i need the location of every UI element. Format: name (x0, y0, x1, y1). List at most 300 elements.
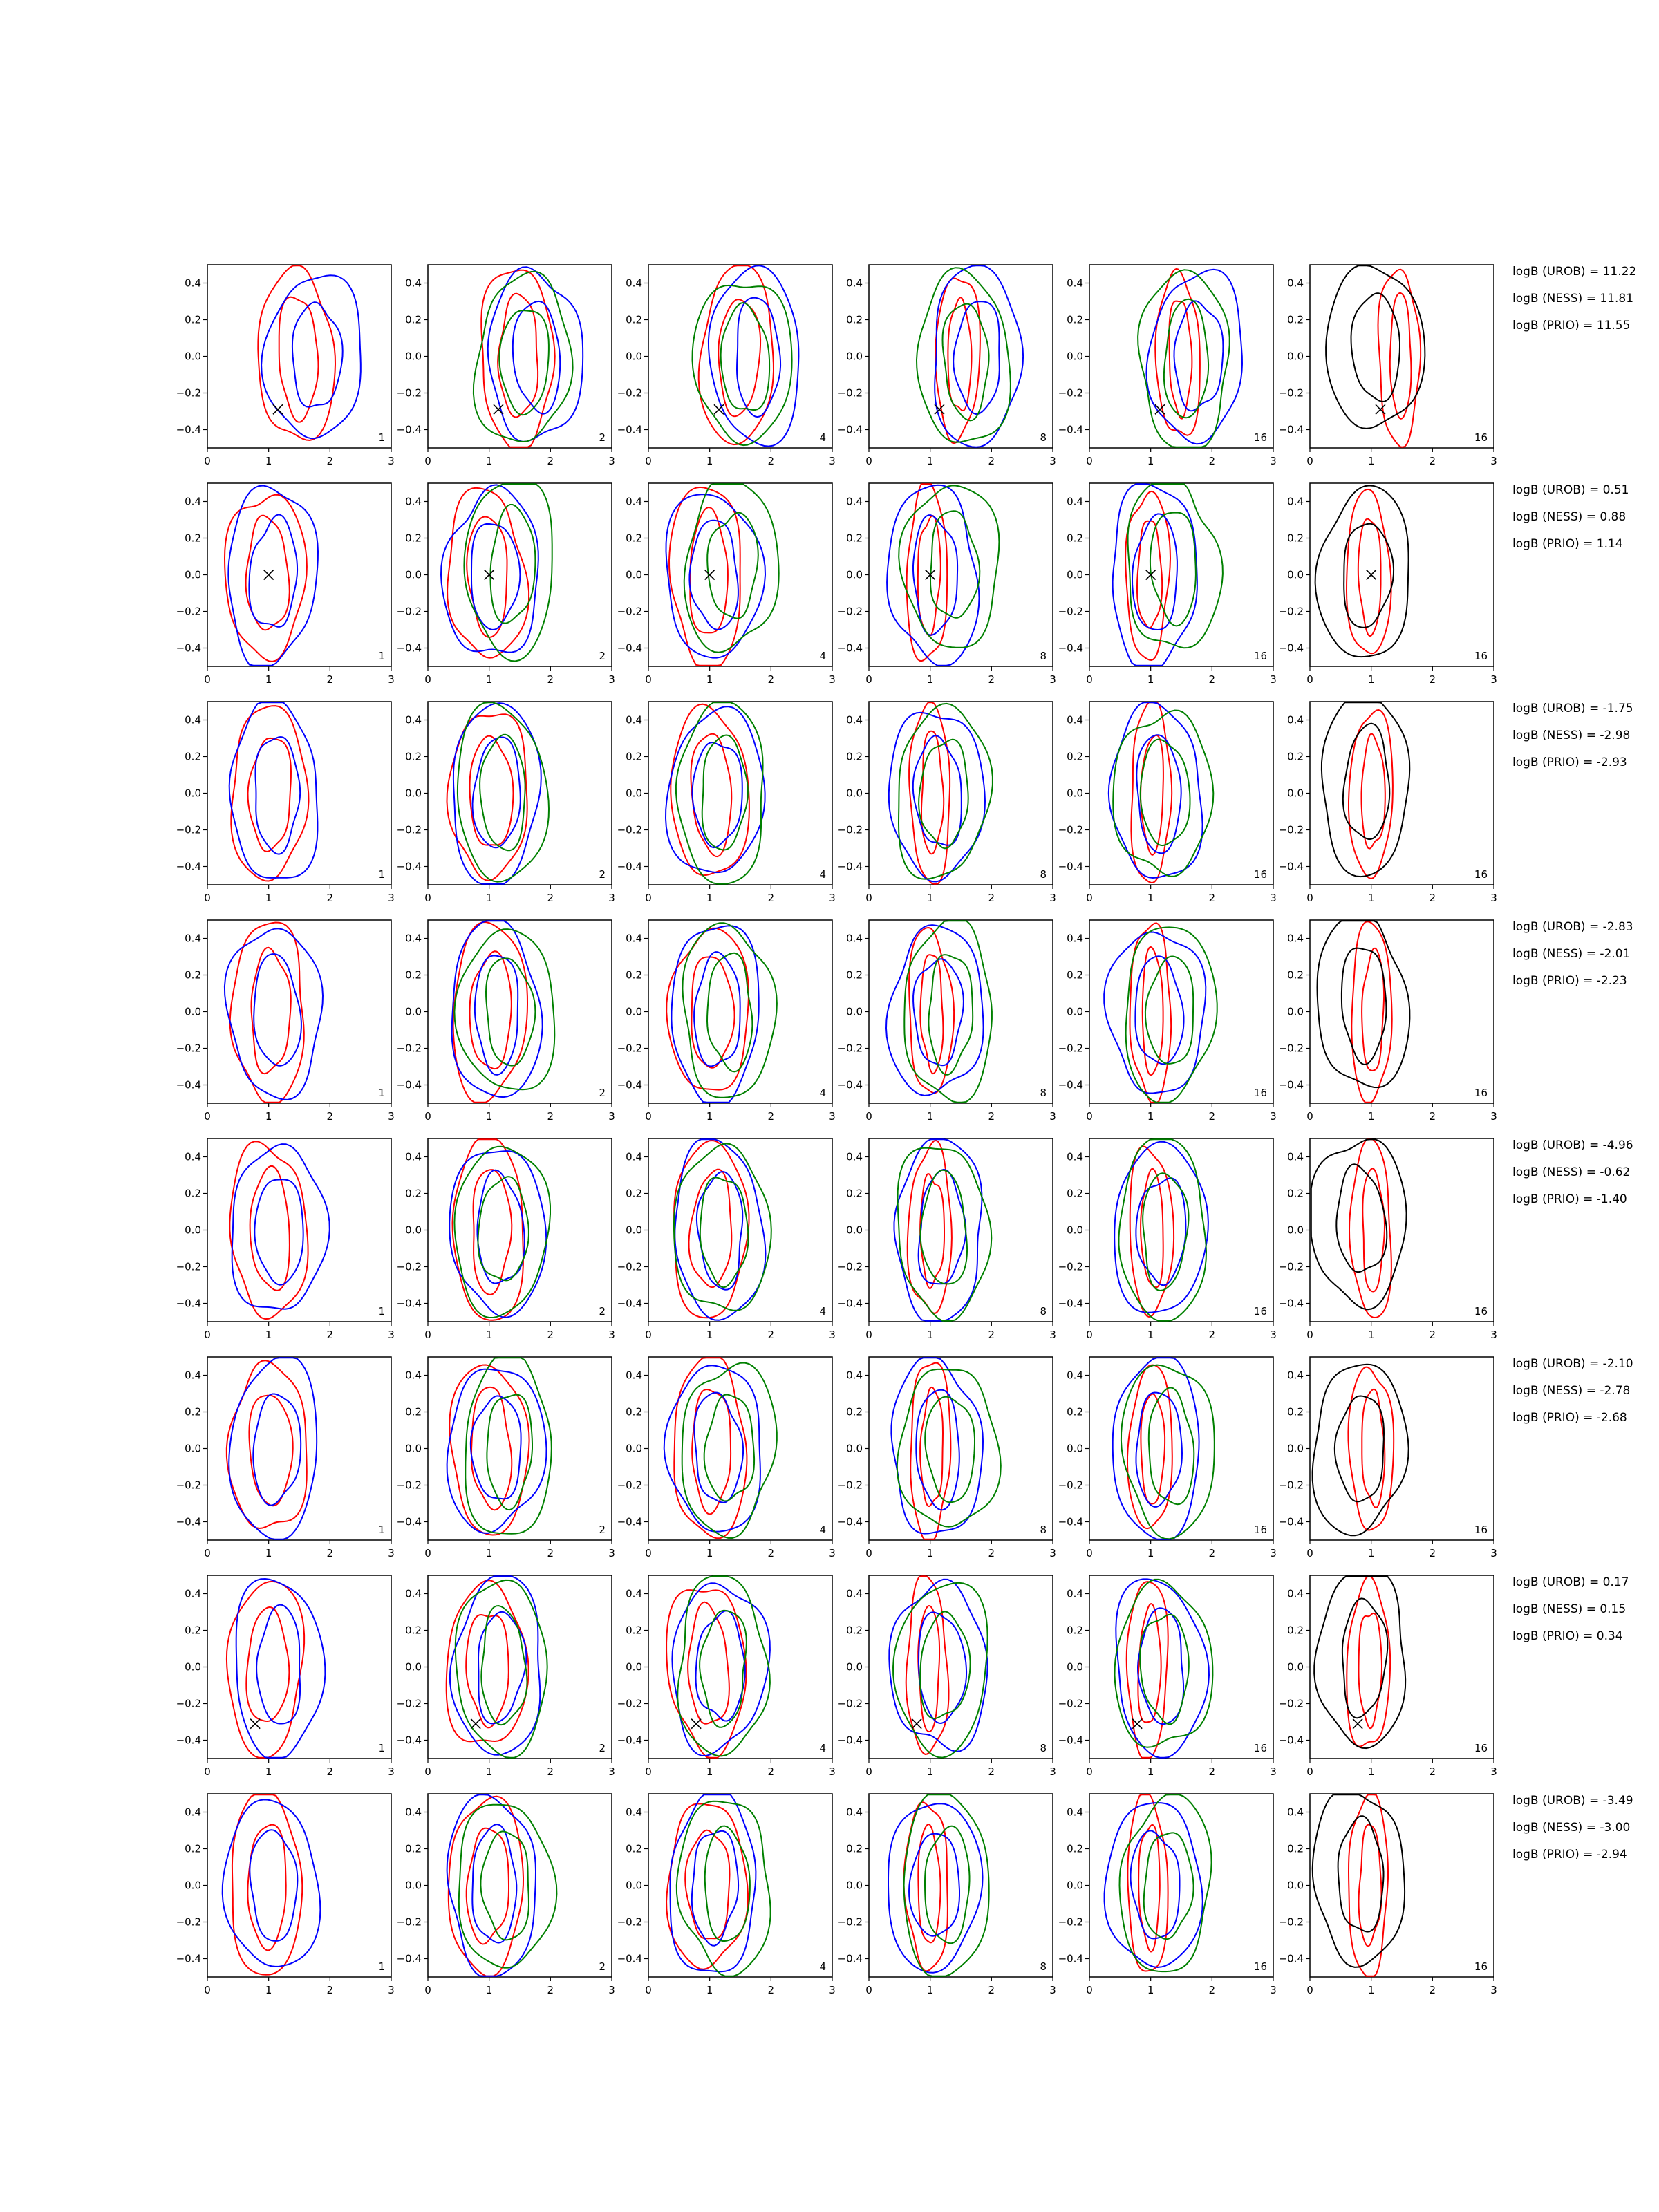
x-tick-label: 0 (424, 673, 431, 686)
y-tick-label: 0.0 (846, 1879, 863, 1892)
y-tick-label: 0.0 (1067, 1442, 1083, 1455)
panel-number-label: 1 (378, 1087, 385, 1099)
y-tick-label: 0.4 (185, 1806, 201, 1819)
y-tick-label: −0.4 (617, 1952, 642, 1965)
y-tick-label: 0.0 (405, 1224, 422, 1237)
y-tick-label: −0.4 (837, 1297, 863, 1310)
x-tick-label: 2 (767, 1110, 775, 1123)
y-tick-label: −0.4 (837, 423, 863, 436)
y-tick-label: −0.4 (617, 1297, 642, 1310)
y-tick-label: 0.0 (1287, 350, 1304, 363)
x-tick-label: 2 (988, 1110, 995, 1123)
y-tick-label: 0.0 (846, 1005, 863, 1018)
x-tick-label: 1 (265, 1765, 272, 1778)
plot-frame (207, 265, 391, 448)
x-tick-label: 3 (608, 1547, 615, 1559)
x-tick-label: 1 (926, 1547, 934, 1559)
x-tick-label: 2 (1429, 673, 1436, 686)
logb-prio-row3: logB (PRIO) = -2.93 (1512, 756, 1627, 769)
panel-number-label: 4 (819, 650, 826, 662)
y-tick-label: 0.0 (1287, 1660, 1304, 1674)
y-tick-label: −0.4 (837, 1078, 863, 1091)
y-tick-label: 0.4 (626, 1150, 642, 1163)
x-tick-label: 2 (767, 1765, 775, 1778)
y-tick-label: −0.4 (396, 423, 422, 436)
x-tick-label: 2 (326, 1329, 334, 1341)
y-tick-label: −0.2 (1278, 1260, 1304, 1273)
y-tick-label: 0.0 (185, 568, 201, 581)
y-tick-label: 0.0 (626, 1005, 642, 1018)
y-tick-label: 0.4 (185, 276, 201, 290)
y-tick-label: −0.2 (396, 605, 422, 618)
y-tick-label: −0.2 (396, 1479, 422, 1492)
y-tick-label: 0.2 (626, 1842, 642, 1855)
y-tick-label: 0.2 (1287, 750, 1304, 763)
y-tick-label: 0.4 (626, 276, 642, 290)
plot-frame (207, 1138, 391, 1322)
y-tick-label: 0.4 (846, 1587, 863, 1600)
x-tick-label: 2 (547, 1984, 554, 1996)
x-tick-label: 1 (485, 1984, 493, 1996)
panel-number-label: 8 (1040, 1524, 1047, 1536)
y-tick-label: 0.0 (1067, 787, 1083, 800)
x-tick-label: 1 (1147, 1110, 1154, 1123)
plot-frame (1089, 265, 1273, 448)
x-tick-label: 1 (926, 1110, 934, 1123)
panel-number-label: 16 (1474, 1960, 1488, 1973)
y-tick-label: 0.4 (1067, 1150, 1083, 1163)
x-tick-label: 3 (1490, 1547, 1497, 1559)
panel-number-label: 4 (819, 431, 826, 444)
y-tick-label: 0.4 (1067, 932, 1083, 945)
x-tick-label: 3 (1049, 455, 1056, 467)
panel-number-label: 4 (819, 1742, 826, 1754)
y-tick-label: 0.0 (1287, 1879, 1304, 1892)
y-tick-label: −0.2 (617, 386, 642, 400)
y-tick-label: 0.0 (1067, 1224, 1083, 1237)
x-tick-label: 0 (865, 455, 872, 467)
panel-number-label: 2 (599, 868, 606, 881)
y-tick-label: −0.4 (617, 1078, 642, 1091)
panel-r7-c2 (397, 1575, 615, 1778)
y-tick-label: 0.4 (405, 1806, 422, 1819)
y-tick-label: 0.2 (405, 750, 422, 763)
panel-number-label: 1 (378, 431, 385, 444)
y-tick-label: −0.4 (837, 1952, 863, 1965)
panel-number-label: 16 (1474, 431, 1488, 444)
panel-number-label: 2 (599, 1960, 606, 1973)
y-tick-label: 0.0 (626, 568, 642, 581)
y-tick-label: 0.4 (626, 495, 642, 508)
y-tick-label: 0.4 (1287, 1369, 1304, 1382)
panel-r8-c1 (176, 1794, 395, 1996)
logb-ness-row4: logB (NESS) = -2.01 (1512, 947, 1631, 961)
x-tick-label: 2 (988, 892, 995, 904)
plot-frame (1310, 483, 1494, 666)
y-tick-label: −0.2 (176, 1479, 201, 1492)
y-tick-label: 0.4 (1067, 1806, 1083, 1819)
x-tick-label: 3 (1049, 1547, 1056, 1559)
x-tick-label: 0 (424, 1765, 431, 1778)
y-tick-label: 0.4 (185, 1150, 201, 1163)
x-tick-label: 2 (1208, 1547, 1216, 1559)
panel-r7-c3 (617, 1575, 836, 1778)
y-tick-label: 0.0 (405, 568, 422, 581)
y-tick-label: 0.2 (846, 1187, 863, 1200)
panel-r1-c6 (1279, 265, 1497, 467)
y-tick-label: 0.2 (1287, 1405, 1304, 1418)
x-tick-label: 1 (1147, 673, 1154, 686)
y-tick-label: 0.4 (405, 276, 422, 290)
x-tick-label: 1 (1147, 892, 1154, 904)
x-tick-label: 0 (865, 673, 872, 686)
panel-r4-c4 (838, 920, 1056, 1123)
x-tick-label: 3 (388, 455, 395, 467)
panel-r6-c3 (617, 1357, 836, 1559)
logb-ness-row3: logB (NESS) = -2.98 (1512, 729, 1631, 742)
x-tick-label: 2 (767, 1984, 775, 1996)
y-tick-label: 0.2 (626, 968, 642, 982)
x-tick-label: 1 (706, 1110, 713, 1123)
y-tick-label: −0.4 (396, 1297, 422, 1310)
x-tick-label: 2 (326, 673, 334, 686)
x-tick-label: 0 (204, 892, 211, 904)
y-tick-label: 0.4 (1067, 713, 1083, 727)
plot-frame (1310, 1357, 1494, 1540)
y-tick-label: −0.2 (617, 1915, 642, 1929)
panel-r4-c3 (617, 920, 836, 1123)
panel-number-label: 2 (599, 1524, 606, 1536)
x-tick-label: 2 (326, 455, 334, 467)
y-tick-label: 0.0 (626, 1660, 642, 1674)
y-tick-label: 0.0 (405, 1005, 422, 1018)
y-tick-label: 0.2 (405, 1842, 422, 1855)
panel-number-label: 16 (1474, 650, 1488, 662)
x-tick-label: 1 (1147, 455, 1154, 467)
panel-r1-c4 (838, 265, 1056, 467)
x-tick-label: 3 (829, 455, 836, 467)
y-tick-label: 0.0 (846, 350, 863, 363)
y-tick-label: 0.4 (846, 276, 863, 290)
x-tick-label: 1 (265, 892, 272, 904)
y-tick-label: 0.4 (846, 713, 863, 727)
y-tick-label: 0.4 (846, 1806, 863, 1819)
logb-ness-row8: logB (NESS) = -3.00 (1512, 1821, 1631, 1835)
y-tick-label: 0.4 (405, 932, 422, 945)
panel-r6-c6 (1279, 1357, 1497, 1559)
y-tick-label: 0.4 (1067, 495, 1083, 508)
y-tick-label: −0.2 (837, 1697, 863, 1710)
y-tick-label: 0.0 (1067, 350, 1083, 363)
y-tick-label: −0.4 (1278, 1515, 1304, 1528)
plot-frame (428, 1138, 612, 1322)
y-tick-label: 0.2 (185, 968, 201, 982)
logb-prio-row6: logB (PRIO) = -2.68 (1512, 1411, 1627, 1425)
y-tick-label: 0.4 (185, 713, 201, 727)
plot-frame (207, 920, 391, 1103)
y-tick-label: 0.0 (185, 1660, 201, 1674)
panel-r6-c2 (397, 1357, 615, 1559)
y-tick-label: 0.2 (405, 1187, 422, 1200)
y-tick-label: 0.4 (846, 495, 863, 508)
x-tick-label: 2 (1208, 892, 1216, 904)
y-tick-label: −0.2 (1058, 1260, 1083, 1273)
x-tick-label: 0 (424, 1110, 431, 1123)
x-tick-label: 1 (485, 1329, 493, 1341)
x-tick-label: 0 (865, 1329, 872, 1341)
x-tick-label: 0 (204, 1110, 211, 1123)
y-tick-label: 0.4 (1287, 713, 1304, 727)
x-tick-label: 1 (265, 673, 272, 686)
panel-number-label: 16 (1474, 1524, 1488, 1536)
panel-r3-c2 (397, 702, 615, 904)
x-tick-label: 2 (767, 455, 775, 467)
x-tick-label: 2 (1429, 455, 1436, 467)
x-tick-label: 3 (608, 673, 615, 686)
x-tick-label: 0 (204, 455, 211, 467)
y-tick-label: −0.4 (176, 1952, 201, 1965)
x-tick-label: 0 (204, 673, 211, 686)
x-tick-label: 2 (767, 1329, 775, 1341)
panel-number-label: 16 (1253, 650, 1267, 662)
y-tick-label: 0.2 (185, 532, 201, 545)
y-tick-label: −0.2 (837, 1042, 863, 1055)
x-tick-label: 2 (547, 892, 554, 904)
x-tick-label: 0 (645, 1547, 652, 1559)
y-tick-label: 0.4 (846, 932, 863, 945)
y-tick-label: 0.0 (626, 1224, 642, 1237)
y-tick-label: −0.4 (1278, 860, 1304, 873)
y-tick-label: −0.4 (396, 641, 422, 655)
y-tick-label: −0.4 (1058, 641, 1083, 655)
x-tick-label: 1 (485, 1110, 493, 1123)
x-tick-label: 1 (926, 1329, 934, 1341)
y-tick-label: 0.0 (846, 1660, 863, 1674)
y-tick-label: 0.0 (405, 787, 422, 800)
x-tick-label: 2 (326, 892, 334, 904)
x-tick-label: 2 (1208, 455, 1216, 467)
y-tick-label: −0.2 (1058, 605, 1083, 618)
x-tick-label: 0 (1306, 455, 1313, 467)
y-tick-label: −0.2 (1058, 1042, 1083, 1055)
y-tick-label: 0.0 (185, 1224, 201, 1237)
y-tick-label: −0.2 (396, 1697, 422, 1710)
y-tick-label: 0.2 (185, 1842, 201, 1855)
panel-number-label: 2 (599, 650, 606, 662)
x-tick-label: 2 (547, 1110, 554, 1123)
y-tick-label: −0.2 (1278, 1915, 1304, 1929)
x-tick-label: 3 (1049, 892, 1056, 904)
x-tick-label: 3 (1049, 1984, 1056, 1996)
x-tick-label: 2 (1429, 892, 1436, 904)
y-tick-label: 0.4 (626, 1806, 642, 1819)
x-tick-label: 3 (388, 1547, 395, 1559)
x-tick-label: 0 (1306, 1984, 1313, 1996)
y-tick-label: 0.4 (405, 1150, 422, 1163)
x-tick-label: 2 (1208, 1110, 1216, 1123)
x-tick-label: 1 (1147, 1984, 1154, 1996)
panel-number-label: 4 (819, 1305, 826, 1318)
panel-number-label: 16 (1474, 1305, 1488, 1318)
y-tick-label: 0.4 (185, 932, 201, 945)
x-tick-label: 1 (265, 455, 272, 467)
x-tick-label: 1 (485, 1547, 493, 1559)
x-tick-label: 3 (1270, 892, 1277, 904)
x-tick-label: 0 (645, 1110, 652, 1123)
panel-number-label: 2 (599, 1742, 606, 1754)
y-tick-label: 0.2 (626, 1405, 642, 1418)
y-tick-label: −0.2 (837, 1915, 863, 1929)
y-tick-label: 0.4 (1067, 1369, 1083, 1382)
y-tick-label: −0.4 (617, 641, 642, 655)
x-tick-label: 0 (645, 1329, 652, 1341)
panel-number-label: 8 (1040, 431, 1047, 444)
x-tick-label: 1 (485, 673, 493, 686)
panel-r4-c2 (397, 920, 615, 1123)
panel-number-label: 2 (599, 1305, 606, 1318)
y-tick-label: 0.2 (1287, 1842, 1304, 1855)
panel-number-label: 4 (819, 1960, 826, 1973)
x-tick-label: 0 (424, 455, 431, 467)
y-tick-label: −0.4 (1058, 1515, 1083, 1528)
panel-r5-c6 (1279, 1138, 1497, 1341)
x-tick-label: 2 (1208, 1984, 1216, 1996)
panel-r1-c3 (617, 265, 836, 467)
y-tick-label: 0.2 (1067, 1405, 1083, 1418)
y-tick-label: 0.0 (1067, 568, 1083, 581)
logb-urob-row6: logB (UROB) = -2.10 (1512, 1357, 1633, 1371)
y-tick-label: −0.4 (1058, 1297, 1083, 1310)
y-tick-label: −0.4 (837, 641, 863, 655)
y-tick-label: 0.4 (405, 713, 422, 727)
y-tick-label: 0.0 (1067, 1879, 1083, 1892)
y-tick-label: −0.2 (617, 605, 642, 618)
y-tick-label: −0.2 (617, 1260, 642, 1273)
panel-r1-c1 (176, 265, 395, 467)
panel-r5-c4 (838, 1138, 1056, 1341)
y-tick-label: 0.0 (1287, 1442, 1304, 1455)
y-tick-label: 0.2 (626, 1187, 642, 1200)
y-tick-label: 0.0 (1287, 787, 1304, 800)
y-tick-label: 0.0 (1067, 1005, 1083, 1018)
y-tick-label: −0.2 (176, 1042, 201, 1055)
y-tick-label: 0.4 (185, 1369, 201, 1382)
y-tick-label: −0.2 (1058, 823, 1083, 836)
logb-urob-row3: logB (UROB) = -1.75 (1512, 702, 1633, 715)
panel-r6-c5 (1058, 1357, 1277, 1559)
y-tick-label: −0.2 (617, 823, 642, 836)
x-tick-label: 0 (865, 1110, 872, 1123)
plot-frame (428, 265, 612, 448)
x-tick-label: 0 (1086, 673, 1093, 686)
x-tick-label: 1 (485, 455, 493, 467)
panel-number-label: 16 (1474, 868, 1488, 881)
panel-r8-c3 (617, 1794, 836, 1996)
x-tick-label: 1 (1367, 1329, 1375, 1341)
x-tick-label: 0 (645, 1765, 652, 1778)
y-tick-label: 0.4 (1067, 276, 1083, 290)
x-tick-label: 3 (1490, 455, 1497, 467)
y-tick-label: −0.4 (176, 1515, 201, 1528)
plot-frame (648, 1357, 832, 1540)
y-tick-label: 0.2 (626, 750, 642, 763)
y-tick-label: 0.2 (185, 1405, 201, 1418)
x-tick-label: 3 (608, 1765, 615, 1778)
panel-number-label: 16 (1253, 431, 1267, 444)
x-tick-label: 3 (608, 1984, 615, 1996)
x-tick-label: 3 (1490, 892, 1497, 904)
panel-r2-c1 (176, 483, 395, 686)
x-tick-label: 2 (326, 1547, 334, 1559)
panel-number-label: 16 (1474, 1087, 1488, 1099)
logb-urob-row5: logB (UROB) = -4.96 (1512, 1138, 1633, 1152)
panel-r5-c2 (397, 1138, 615, 1341)
y-tick-label: 0.2 (1287, 1187, 1304, 1200)
y-tick-label: −0.4 (1278, 423, 1304, 436)
x-tick-label: 1 (1147, 1765, 1154, 1778)
x-tick-label: 3 (1049, 1329, 1056, 1341)
x-tick-label: 2 (547, 1329, 554, 1341)
plot-frame (869, 1357, 1053, 1540)
panel-r5-c3 (617, 1138, 836, 1341)
x-tick-label: 3 (388, 1984, 395, 1996)
y-tick-label: −0.4 (1058, 1078, 1083, 1091)
y-tick-label: −0.4 (837, 1515, 863, 1528)
x-tick-label: 3 (1270, 455, 1277, 467)
panel-number-label: 1 (378, 1960, 385, 1973)
x-tick-label: 0 (1306, 1110, 1313, 1123)
panel-r6-c4 (838, 1357, 1056, 1559)
x-tick-label: 1 (706, 1329, 713, 1341)
x-tick-label: 3 (829, 892, 836, 904)
logb-urob-row1: logB (UROB) = 11.22 (1512, 265, 1637, 279)
x-tick-label: 1 (706, 455, 713, 467)
x-tick-label: 1 (926, 673, 934, 686)
logb-urob-row4: logB (UROB) = -2.83 (1512, 920, 1633, 934)
y-tick-label: −0.4 (1058, 1734, 1083, 1747)
y-tick-label: 0.2 (185, 1187, 201, 1200)
y-tick-label: −0.4 (1058, 423, 1083, 436)
x-tick-label: 3 (829, 673, 836, 686)
x-tick-label: 3 (829, 1329, 836, 1341)
plot-frame (1310, 1138, 1494, 1322)
plot-frame (648, 265, 832, 448)
y-tick-label: 0.2 (1067, 313, 1083, 326)
y-tick-label: 0.2 (185, 750, 201, 763)
y-tick-label: −0.4 (176, 1734, 201, 1747)
panel-number-label: 2 (599, 1087, 606, 1099)
x-tick-label: 2 (326, 1765, 334, 1778)
y-tick-label: −0.2 (396, 823, 422, 836)
plot-frame (648, 1138, 832, 1322)
x-tick-label: 3 (388, 1329, 395, 1341)
y-tick-label: 0.0 (846, 568, 863, 581)
logb-prio-row4: logB (PRIO) = -2.23 (1512, 974, 1627, 988)
x-tick-label: 3 (829, 1984, 836, 1996)
plot-frame (207, 483, 391, 666)
x-tick-label: 0 (1086, 1329, 1093, 1341)
y-tick-label: 0.2 (405, 968, 422, 982)
x-tick-label: 1 (485, 1765, 493, 1778)
y-tick-label: 0.2 (846, 532, 863, 545)
plot-frame (869, 265, 1053, 448)
x-tick-label: 3 (1490, 673, 1497, 686)
x-tick-label: 0 (204, 1547, 211, 1559)
x-tick-label: 2 (767, 673, 775, 686)
y-tick-label: 0.4 (405, 495, 422, 508)
x-tick-label: 3 (1270, 1547, 1277, 1559)
x-tick-label: 2 (1429, 1547, 1436, 1559)
